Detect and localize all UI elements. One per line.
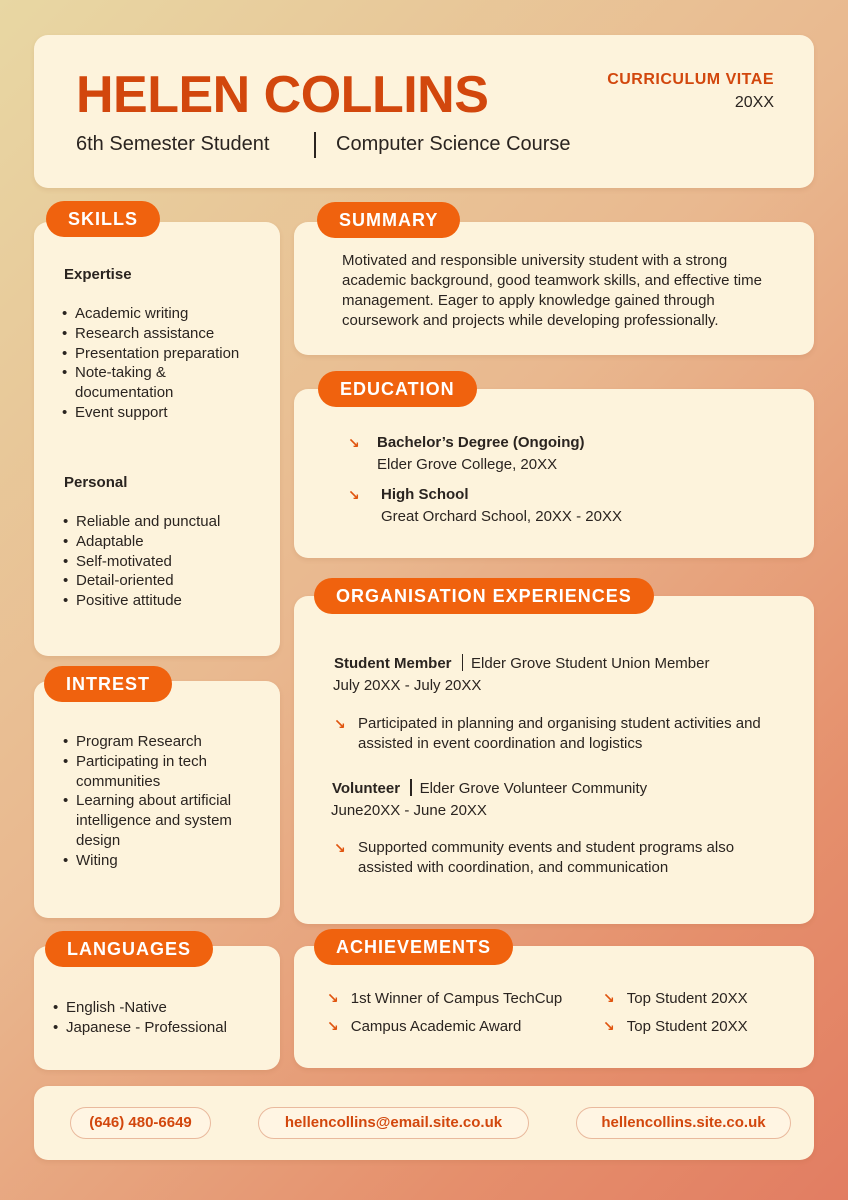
arrow-down-right-icon: ↘	[334, 716, 346, 732]
skills-heading: SKILLS	[46, 201, 160, 237]
org-role: Volunteer	[332, 780, 401, 797]
skills-card	[34, 222, 280, 656]
education-detail: Great Orchard School, 20XX - 20XX	[381, 508, 622, 525]
cv-label: CURRICULUM VITAE	[607, 71, 774, 88]
org-description: Supported community events and student programs also assisted with coordination, and communication	[358, 839, 735, 876]
list-item: • Academic writing	[62, 304, 272, 324]
arrow-down-right-icon: ↘	[348, 487, 360, 503]
list-item: • Presentation preparation	[62, 344, 272, 364]
organisation-heading: ORGANISATION EXPERIENCES	[314, 578, 654, 614]
arrow-down-right-icon: ↘	[327, 990, 339, 1006]
achievement-item: ↘ Top Student 20XX	[603, 1018, 748, 1035]
website-link[interactable]: hellencollins.site.co.uk	[576, 1107, 791, 1139]
list-item: • English -Native	[53, 998, 273, 1018]
list-item: • Research assistance	[62, 324, 272, 344]
name-title: HELEN COLLINS	[76, 66, 489, 124]
personal-list	[63, 512, 273, 611]
expertise-list	[62, 304, 272, 423]
org-role-line	[334, 653, 709, 675]
org-description: Participated in planning and organising student activities and assisted in event coordination and logistics	[358, 715, 761, 752]
achievement-item: ↘ Top Student 20XX	[603, 990, 748, 1007]
org-description-row	[334, 838, 774, 878]
arrow-down-right-icon: ↘	[348, 435, 360, 451]
org-description-row	[334, 714, 774, 754]
role-divider	[462, 654, 464, 671]
list-item: • Positive attitude	[63, 591, 273, 611]
education-card	[294, 389, 814, 558]
organisation-card	[294, 596, 814, 924]
list-item: • Adaptable	[63, 532, 273, 552]
list-item: • Japanese - Professional	[53, 1018, 273, 1038]
org-period: July 20XX - July 20XX	[333, 677, 482, 694]
phone-link[interactable]: (646) 480-6649	[70, 1107, 211, 1139]
summary-card	[294, 222, 814, 355]
summary-text: Motivated and responsible university student with a strong academic background, good teamwork skills, and effective time management. Eager to apply knowledge gained through coursework and projects while developing professionally.	[342, 252, 762, 329]
list-item: • Participating in tech communities	[63, 752, 263, 792]
education-item	[348, 432, 585, 476]
list-item: • Detail-oriented	[63, 571, 273, 591]
org-period: June20XX - June 20XX	[331, 802, 487, 819]
arrow-down-right-icon: ↘	[603, 990, 615, 1006]
list-item: • Reliable and punctual	[63, 512, 273, 532]
org-name: Elder Grove Volunteer Community	[419, 780, 648, 797]
expertise-label: Expertise	[64, 266, 132, 283]
education-item	[348, 484, 622, 528]
org-name: Elder Grove Student Union Member	[471, 655, 710, 672]
course-name: Computer Science Course	[336, 133, 571, 155]
achievement-item: ↘ Campus Academic Award	[327, 1018, 522, 1035]
list-item: • Program Research	[63, 732, 263, 752]
list-item: • Event support	[62, 403, 272, 423]
education-detail: Elder Grove College, 20XX	[377, 456, 558, 473]
education-title: Bachelor’s Degree (Ongoing)	[377, 434, 585, 451]
summary-heading: SUMMARY	[317, 202, 460, 238]
student-status: 6th Semester Student	[76, 133, 270, 155]
interest-list	[63, 732, 263, 871]
arrow-down-right-icon: ↘	[603, 1018, 615, 1034]
header-card	[34, 35, 814, 188]
personal-label: Personal	[64, 474, 128, 491]
org-role: Student Member	[334, 655, 452, 672]
list-item: • Self-motivated	[63, 552, 273, 572]
org-role-line	[332, 778, 647, 800]
contact-card	[34, 1086, 814, 1160]
education-title: High School	[381, 486, 469, 503]
achievements-heading: ACHIEVEMENTS	[314, 929, 513, 965]
subtitle-divider	[314, 132, 316, 158]
languages-heading: LANGUAGES	[45, 931, 213, 967]
cv-year: 20XX	[734, 94, 774, 111]
languages-list	[53, 998, 273, 1038]
achievement-item: ↘ 1st Winner of Campus TechCup	[327, 990, 563, 1007]
arrow-down-right-icon: ↘	[334, 840, 346, 856]
education-heading: EDUCATION	[318, 371, 477, 407]
list-item: • Witing	[63, 851, 263, 871]
arrow-down-right-icon: ↘	[327, 1018, 339, 1034]
email-link[interactable]: hellencollins@email.site.co.uk	[258, 1107, 529, 1139]
list-item: • Learning about artificial intelligence and system design	[63, 791, 233, 850]
list-item: • Note-taking & documentation	[62, 363, 202, 403]
role-divider	[410, 779, 412, 796]
interest-card	[34, 681, 280, 918]
interest-heading: INTREST	[44, 666, 172, 702]
